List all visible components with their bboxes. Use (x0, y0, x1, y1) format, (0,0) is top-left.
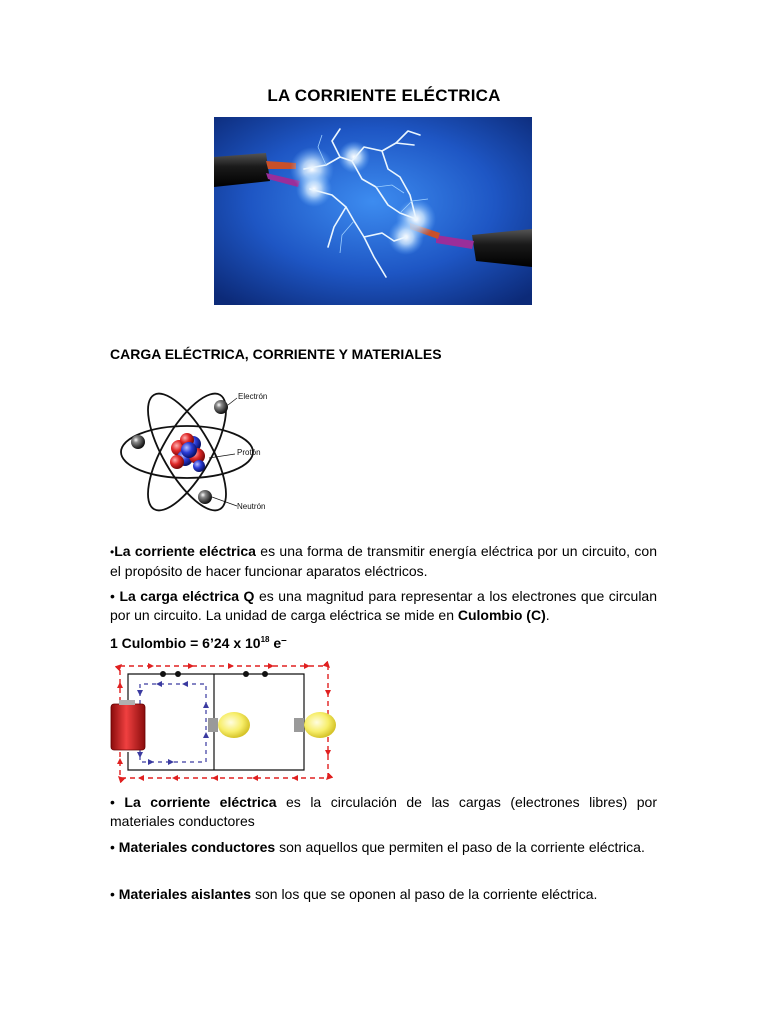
neutron-label: Neutrón (237, 502, 266, 511)
circuit-diagram (108, 660, 340, 784)
paragraph-text: es una magnitud para representar a los electrones que circulan por un circuito. La unidad de carga eléctrica se mide en (110, 588, 658, 623)
paragraph-materiales-aislantes (110, 885, 657, 904)
formula-lhs: 1 Culombio = 6’24 x 10 (110, 635, 261, 651)
bullet: • (110, 545, 115, 559)
term-bold: La corriente eléctrica (124, 794, 277, 810)
page-title: LA CORRIENTE ELÉCTRICA (267, 86, 501, 105)
term-bold: La corriente eléctrica (114, 543, 256, 559)
bullet: • (110, 588, 120, 604)
section-heading: CARGA ELÉCTRICA, CORRIENTE Y MATERIALES (110, 346, 442, 362)
term-bold: La carga eléctrica Q (119, 588, 255, 604)
paragraph-materiales-conductores (110, 838, 657, 857)
formula-unit-sup: – (281, 635, 287, 646)
paragraph-end: . (545, 607, 550, 623)
term-bold: Materiales conductores (118, 839, 276, 855)
paragraph-text: son aquellos que permiten el paso de la corriente eléctrica. (275, 839, 645, 855)
paragraph-text: es la circulación de las cargas (electrones libres) por materiales conductores (110, 794, 657, 829)
bullet: • (110, 886, 119, 902)
paragraph-corriente-definicion (110, 542, 657, 581)
paragraph-text: es una forma de transmitir energía eléctrica por un circuito, con el propósito de hacer funcionar aparatos eléctricos. (110, 543, 657, 579)
atom-diagram (115, 378, 315, 530)
term-bold: Materiales aislantes (118, 886, 252, 902)
unit-bold: Culombio (C) (457, 607, 546, 623)
bullet: • (110, 794, 125, 810)
formula-unit: e (269, 635, 282, 651)
electron-label: Electrón (238, 392, 268, 401)
electric-spark-image (214, 117, 532, 305)
coulomb-formula (110, 635, 287, 651)
formula-exponent: 18 (260, 635, 270, 644)
paragraph-corriente-circulacion (110, 793, 657, 831)
paragraph-carga-electrica (110, 587, 657, 625)
proton-label: Protón (237, 448, 261, 457)
bullet: • (110, 839, 119, 855)
paragraph-text: son los que se oponen al paso de la corriente eléctrica. (251, 886, 598, 902)
